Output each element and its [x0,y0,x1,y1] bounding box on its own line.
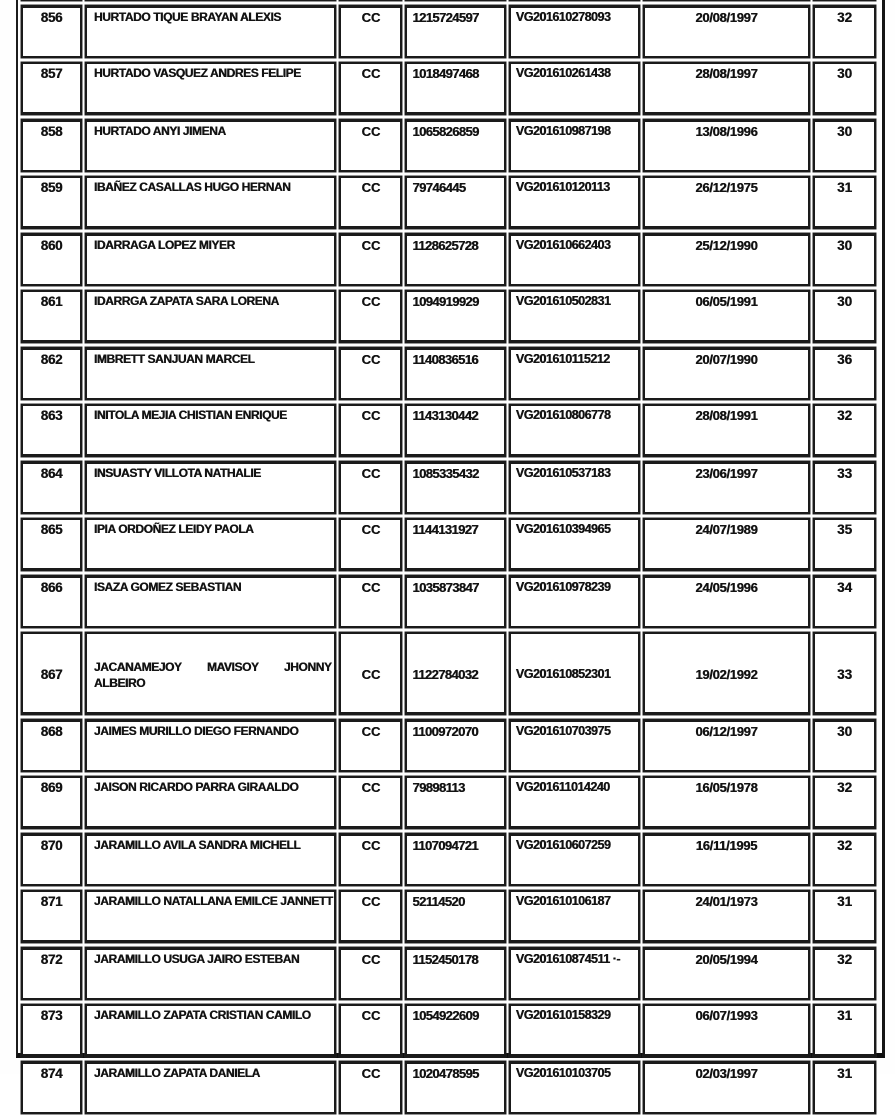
birth-date-cell: 02/03/1997 [643,1061,810,1114]
code-cell [509,0,640,1]
table-row [21,119,876,172]
birth-date-cell: 20/07/1990 [643,347,810,400]
score-cell: 33 [813,632,876,715]
birth-date-cell: 16/11/1995 [643,833,810,886]
name-cell [85,632,337,715]
table-row [21,461,876,514]
doc-type-cell: CC [339,62,402,115]
table-row [21,890,876,943]
code-cell: VG201610874511 ·- [509,947,640,1000]
code-cell: VG201610607259 [509,833,640,886]
birth-date-cell: 20/08/1997 [643,5,810,58]
name-cell: INSUASTY VILLOTA NATHALIE [85,461,337,514]
row-number-cell: 864 [21,461,82,514]
score-cell: 31 [813,1061,876,1114]
id-number-cell: 1144131927 [405,518,505,571]
name-cell: IDARRAGA LOPEZ MIYER [85,233,337,286]
code-cell: VG201610703975 [509,719,640,772]
id-number-cell: 52114520 [405,890,505,943]
doc-type-cell: CC [339,518,402,571]
code-cell: VG201610978239 [509,575,640,628]
doc-type-cell: CC [339,5,402,58]
id-number-cell: 1215724597 [405,5,505,58]
score-cell: 32 [813,833,876,886]
score-cell: 31 [813,176,876,229]
doc-type-cell: CC [339,461,402,514]
doc-type-cell: CC [339,119,402,172]
table-row [21,575,876,628]
birth-date-cell: 25/12/1990 [643,233,810,286]
score-cell: 32 [813,404,876,457]
row-number-cell: 858 [21,119,82,172]
code-cell: VG201610103705 [509,1061,640,1114]
table-row [21,1004,876,1057]
birth-date-cell: 26/12/1975 [643,176,810,229]
name-cell: JARAMILLO NATALLANA EMILCE JANNETT [85,890,337,943]
cropped-previous-row [21,0,876,1]
row-number-cell: 868 [21,719,82,772]
name-cell: HURTADO ANYI JIMENA [85,119,337,172]
table-row [21,776,876,829]
table-row [21,632,876,715]
name-cell: ISAZA GOMEZ SEBASTIAN [85,575,337,628]
table-row [21,719,876,772]
doc-type-cell: CC [339,890,402,943]
table-row [21,833,876,886]
id-number-cell [405,0,505,1]
score-cell: 32 [813,5,876,58]
doc-type-cell: CC [339,632,402,715]
id-number-cell: 1100972070 [405,719,505,772]
code-cell: VG201610987198 [509,119,640,172]
table-row [21,1061,876,1114]
row-number-cell: 874 [21,1061,82,1114]
score-cell: 34 [813,575,876,628]
score-cell [813,0,876,1]
row-number-cell: 869 [21,776,82,829]
id-number-cell: 79746445 [405,176,505,229]
table-row [21,518,876,571]
name-cell: HURTADO TIQUE BRAYAN ALEXIS [85,5,337,58]
table-row [21,404,876,457]
id-number-cell: 1128625728 [405,233,505,286]
name-line-2: ALBEIRO [93,676,146,690]
table-row [21,347,876,400]
name-cell: JARAMILLO ZAPATA DANIELA [85,1061,337,1114]
roster-table-frame [16,0,885,1081]
name-cell: HURTADO VASQUEZ ANDRES FELIPE [85,62,337,115]
name-cell: IBAÑEZ CASALLAS HUGO HERNAN [85,176,337,229]
code-cell: VG201610158329 [509,1004,640,1057]
name-cell: IMBRETT SANJUAN MARCEL [85,347,337,400]
id-number-cell: 1107094721 [405,833,505,886]
row-number-cell: 856 [21,5,82,58]
table-row [21,62,876,115]
code-cell: VG201610115212 [509,347,640,400]
roster-table [18,0,879,1118]
doc-type-cell: CC [339,404,402,457]
score-cell: 31 [813,1004,876,1057]
birth-date-cell: 19/02/1992 [643,632,810,715]
doc-type-cell: CC [339,176,402,229]
row-number-cell: 861 [21,290,82,343]
row-number-cell: 872 [21,947,82,1000]
code-cell: VG201610662403 [509,233,640,286]
score-cell: 30 [813,290,876,343]
birth-date-cell: 06/07/1993 [643,1004,810,1057]
id-number-cell: 1122784032 [405,632,505,715]
code-cell: VG201610502831 [509,290,640,343]
doc-type-cell: CC [339,776,402,829]
id-number-cell: 1054922609 [405,1004,505,1057]
code-cell: VG201610537183 [509,461,640,514]
score-cell: 30 [813,233,876,286]
birth-date-cell: 06/05/1991 [643,290,810,343]
id-number-cell: 1143130442 [405,404,505,457]
birth-date-cell: 13/08/1996 [643,119,810,172]
birth-date-cell: 23/06/1997 [643,461,810,514]
id-number-cell: 1085335432 [405,461,505,514]
name-cell: JARAMILLO USUGA JAIRO ESTEBAN [85,947,337,1000]
doc-type-cell: CC [339,347,402,400]
doc-type-cell: CC [339,947,402,1000]
row-number-cell: 862 [21,347,82,400]
table-row [21,233,876,286]
doc-type-cell: CC [339,1004,402,1057]
code-cell: VG201611014240 [509,776,640,829]
name-cell: IDARRGA ZAPATA SARA LORENA [85,290,337,343]
name-cell: JARAMILLO AVILA SANDRA MICHELL [85,833,337,886]
table-row [21,947,876,1000]
code-cell: VG201610394965 [509,518,640,571]
birth-date-cell: 24/01/1973 [643,890,810,943]
row-number-cell: 867 [21,632,82,715]
table-row [21,5,876,58]
name-cell [85,0,337,1]
score-cell: 30 [813,719,876,772]
doc-type-cell: CC [339,1061,402,1114]
birth-date-cell: 24/07/1989 [643,518,810,571]
id-number-cell: 1140836516 [405,347,505,400]
name-cell: JARAMILLO ZAPATA CRISTIAN CAMILO [85,1004,337,1057]
row-number-cell: 871 [21,890,82,943]
birth-date-cell: 16/05/1978 [643,776,810,829]
row-number-cell: 866 [21,575,82,628]
table-row [21,176,876,229]
doc-type-cell: CC [339,575,402,628]
doc-type-cell: CC [339,233,402,286]
row-number-cell: 857 [21,62,82,115]
score-cell: 33 [813,461,876,514]
name-line-1: JACANAMEJOY MAVISOY JHONNY [93,660,332,674]
score-cell: 31 [813,890,876,943]
id-number-cell: 1018497468 [405,62,505,115]
code-cell: VG201610261438 [509,62,640,115]
id-number-cell: 1020478595 [405,1061,505,1114]
birth-date-cell: 28/08/1997 [643,62,810,115]
doc-type-cell: CC [339,290,402,343]
id-number-cell: 79898113 [405,776,505,829]
name-cell: INITOLA MEJIA CHISTIAN ENRIQUE [85,404,337,457]
birth-date-cell: 24/05/1996 [643,575,810,628]
code-cell: VG201610278093 [509,5,640,58]
birth-date-cell: 06/12/1997 [643,719,810,772]
score-cell: 32 [813,776,876,829]
score-cell: 30 [813,119,876,172]
score-cell: 36 [813,347,876,400]
name-cell: JAISON RICARDO PARRA GIRAALDO [85,776,337,829]
row-number-cell [21,0,82,1]
table-row [21,290,876,343]
name-cell: IPIA ORDOÑEZ LEIDY PAOLA [85,518,337,571]
score-cell: 30 [813,62,876,115]
id-number-cell: 1035873847 [405,575,505,628]
id-number-cell: 1065826859 [405,119,505,172]
row-number-cell: 859 [21,176,82,229]
code-cell: VG201610852301 [509,632,640,715]
birth-date-cell: 20/05/1994 [643,947,810,1000]
row-number-cell: 860 [21,233,82,286]
row-number-cell: 870 [21,833,82,886]
code-cell: VG201610120113 [509,176,640,229]
doc-type-cell [339,0,402,1]
doc-type-cell: CC [339,719,402,772]
row-number-cell: 865 [21,518,82,571]
name-cell: JAIMES MURILLO DIEGO FERNANDO [85,719,337,772]
code-cell: VG201610106187 [509,890,640,943]
code-cell: VG201610806778 [509,404,640,457]
birth-date-cell: 28/08/1991 [643,404,810,457]
doc-type-cell: CC [339,833,402,886]
roster-table-body [21,0,876,1114]
row-number-cell: 863 [21,404,82,457]
score-cell: 32 [813,947,876,1000]
row-number-cell: 873 [21,1004,82,1057]
score-cell: 35 [813,518,876,571]
birth-date-cell [643,0,810,1]
id-number-cell: 1094919929 [405,290,505,343]
id-number-cell: 1152450178 [405,947,505,1000]
